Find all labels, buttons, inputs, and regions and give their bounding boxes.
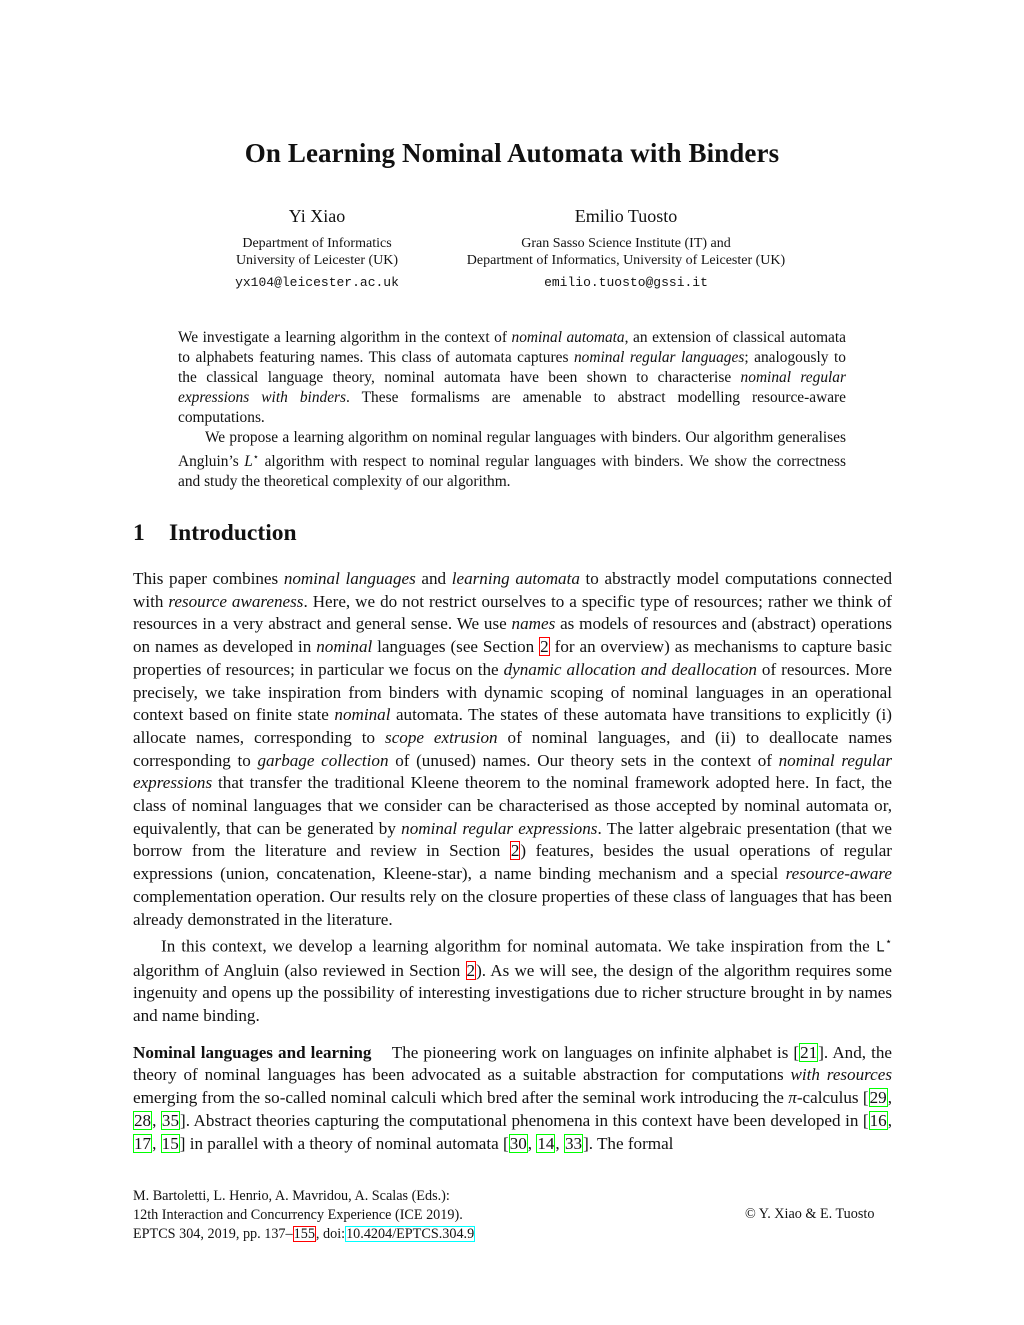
abstract — [178, 328, 846, 492]
abstract-paragraph: We investigate a learning algorithm in the context of nominal automata, an extension of classical automata to alphabets featuring names. This class of automata captures nominal regular languages; analogously to the classical language theory, nominal automata have been shown to characterise nominal regular expressions with binders. These formalisms are amenable to abstract modelling resource-aware computations. — [178, 329, 846, 426]
author-email: yx104@leicester.ac.uk — [235, 275, 399, 290]
page-ref-link[interactable]: 155 — [293, 1226, 315, 1242]
citation-link[interactable]: 33 — [564, 1133, 583, 1153]
paper-title: On Learning Nominal Automata with Binders — [244, 138, 780, 168]
section-number: 1 — [133, 520, 145, 546]
section-title: Introduction — [169, 520, 297, 546]
abstract-paragraph: We propose a learning algorithm on nominal regular languages with binders. Our algorithm generalises Angluin’s L⋆ algorithm with respect to nominal regular languages with binders. We show the correctness and study the theoretical complexity of our algorithm. — [178, 429, 846, 491]
author-block-2 — [446, 206, 806, 290]
citation-link[interactable]: 14 — [537, 1133, 555, 1153]
author-affiliation: Gran Sasso Science Institute (IT) and — [521, 236, 731, 251]
paragraph-heading: Nominal languages and learning — [133, 1042, 372, 1062]
author-name: Emilio Tuosto — [574, 206, 678, 226]
section-ref-link[interactable]: 2 — [466, 960, 476, 980]
body-text — [133, 568, 892, 1155]
section-ref-link[interactable]: 2 — [540, 637, 549, 657]
author-affiliation: University of Leicester (UK) — [235, 253, 399, 268]
body-paragraph: In this context, we develop a learning algorithm for nominal automata. We take inspiration from the L⋆ algorithm of Angluin (also reviewed in Section 2). As we will see, the design of the algorithm requires some ingenuity and opens up the possibility of interesting investigations due to richer structure brought in by names and name binding. — [133, 936, 892, 1026]
author-name: Yi Xiao — [288, 206, 346, 226]
doi-link[interactable]: 10.4204/EPTCS.304.9 — [346, 1226, 475, 1242]
footer-line: 12th Interaction and Concurrency Experience (ICE 2019). — [133, 1207, 463, 1223]
section-heading — [133, 520, 297, 547]
citation-link[interactable]: 30 — [509, 1133, 527, 1153]
citation-link[interactable]: 21 — [800, 1042, 818, 1062]
citation-link[interactable]: 35 — [161, 1110, 179, 1130]
author-affiliation: Department of Informatics, University of Leicester (UK) — [466, 253, 786, 268]
citation-link[interactable]: 15 — [161, 1133, 179, 1153]
citation-link[interactable]: 16 — [869, 1110, 887, 1130]
copyright-notice: © Y. Xiao & E. Tuosto — [745, 1206, 875, 1222]
author-affiliation: Department of Informatics — [242, 236, 392, 251]
citation-link[interactable]: 29 — [869, 1088, 887, 1108]
footer-line: EPTCS 304, 2019, pp. 137–155, doi:10.4204/EPTCS.304.9 — [133, 1226, 475, 1242]
citation-link[interactable]: 28 — [134, 1110, 152, 1130]
body-paragraph: This paper combines nominal languages and learning automata to abstractly model computations connected with resource awareness. Here, we do not restrict ourselves to a specific type of resources; rather we think of resources in a very abstract and general sense. We use names as models of resources and (abstract) operations on names as developed in nominal languages (see Section 2 for an overview) as mechanisms to capture basic properties of resources; in particular we focus on the dynamic allocation and deallocation of resources. More precisely, we take inspiration from binders with dynamic scoping of nominal languages in an operational context based on finite state nominal automata. The states of these automata have transitions to explicitly (i) allocate names, corresponding to scope extrusion of nominal languages, and (ii) to deallocate names corresponding to garbage collection of (unused) names. Our theory sets in the context of nominal regular expressions that transfer the traditional Kleene theorem to the nominal framework adopted here. In fact, the class of nominal languages that we consider can be characterised as those accepted by nominal automata or, equivalently, that can be generated by nominal regular expressions. The latter algebraic presentation (that we borrow from the literature and review in Section 2) features, besides the usual operations of regular expressions (union, concatenation, Kleene-star), a name binding mechanism and a special resource-aware complementation operation. Our results rely on the closure properties of these class of languages that has been already demonstrated in the literature. — [133, 569, 893, 929]
body-paragraph: Nominal languages and learning The pioneering work on languages on infinite alphabet is [21]. And, the theory of nominal languages has been advocated as a suitable abstraction for computations with resources emerging from the so-called nominal calculi which bred after the seminal work introducing the π-calculus [29, 28, 35]. Abstract theories capturing the computational phenomena in this context have been developed in [16, 17, 15] in parallel with a theory of nominal automata [30, 14, 33]. The formal — [133, 1042, 893, 1153]
footer-info — [133, 1187, 475, 1244]
citation-link[interactable]: 17 — [134, 1133, 152, 1153]
author-block-1 — [212, 206, 422, 290]
section-ref-link[interactable]: 2 — [510, 841, 520, 861]
author-email: emilio.tuosto@gssi.it — [544, 275, 708, 290]
footer-line: M. Bartoletti, L. Henrio, A. Mavridou, A. Scalas (Eds.): — [133, 1188, 450, 1204]
